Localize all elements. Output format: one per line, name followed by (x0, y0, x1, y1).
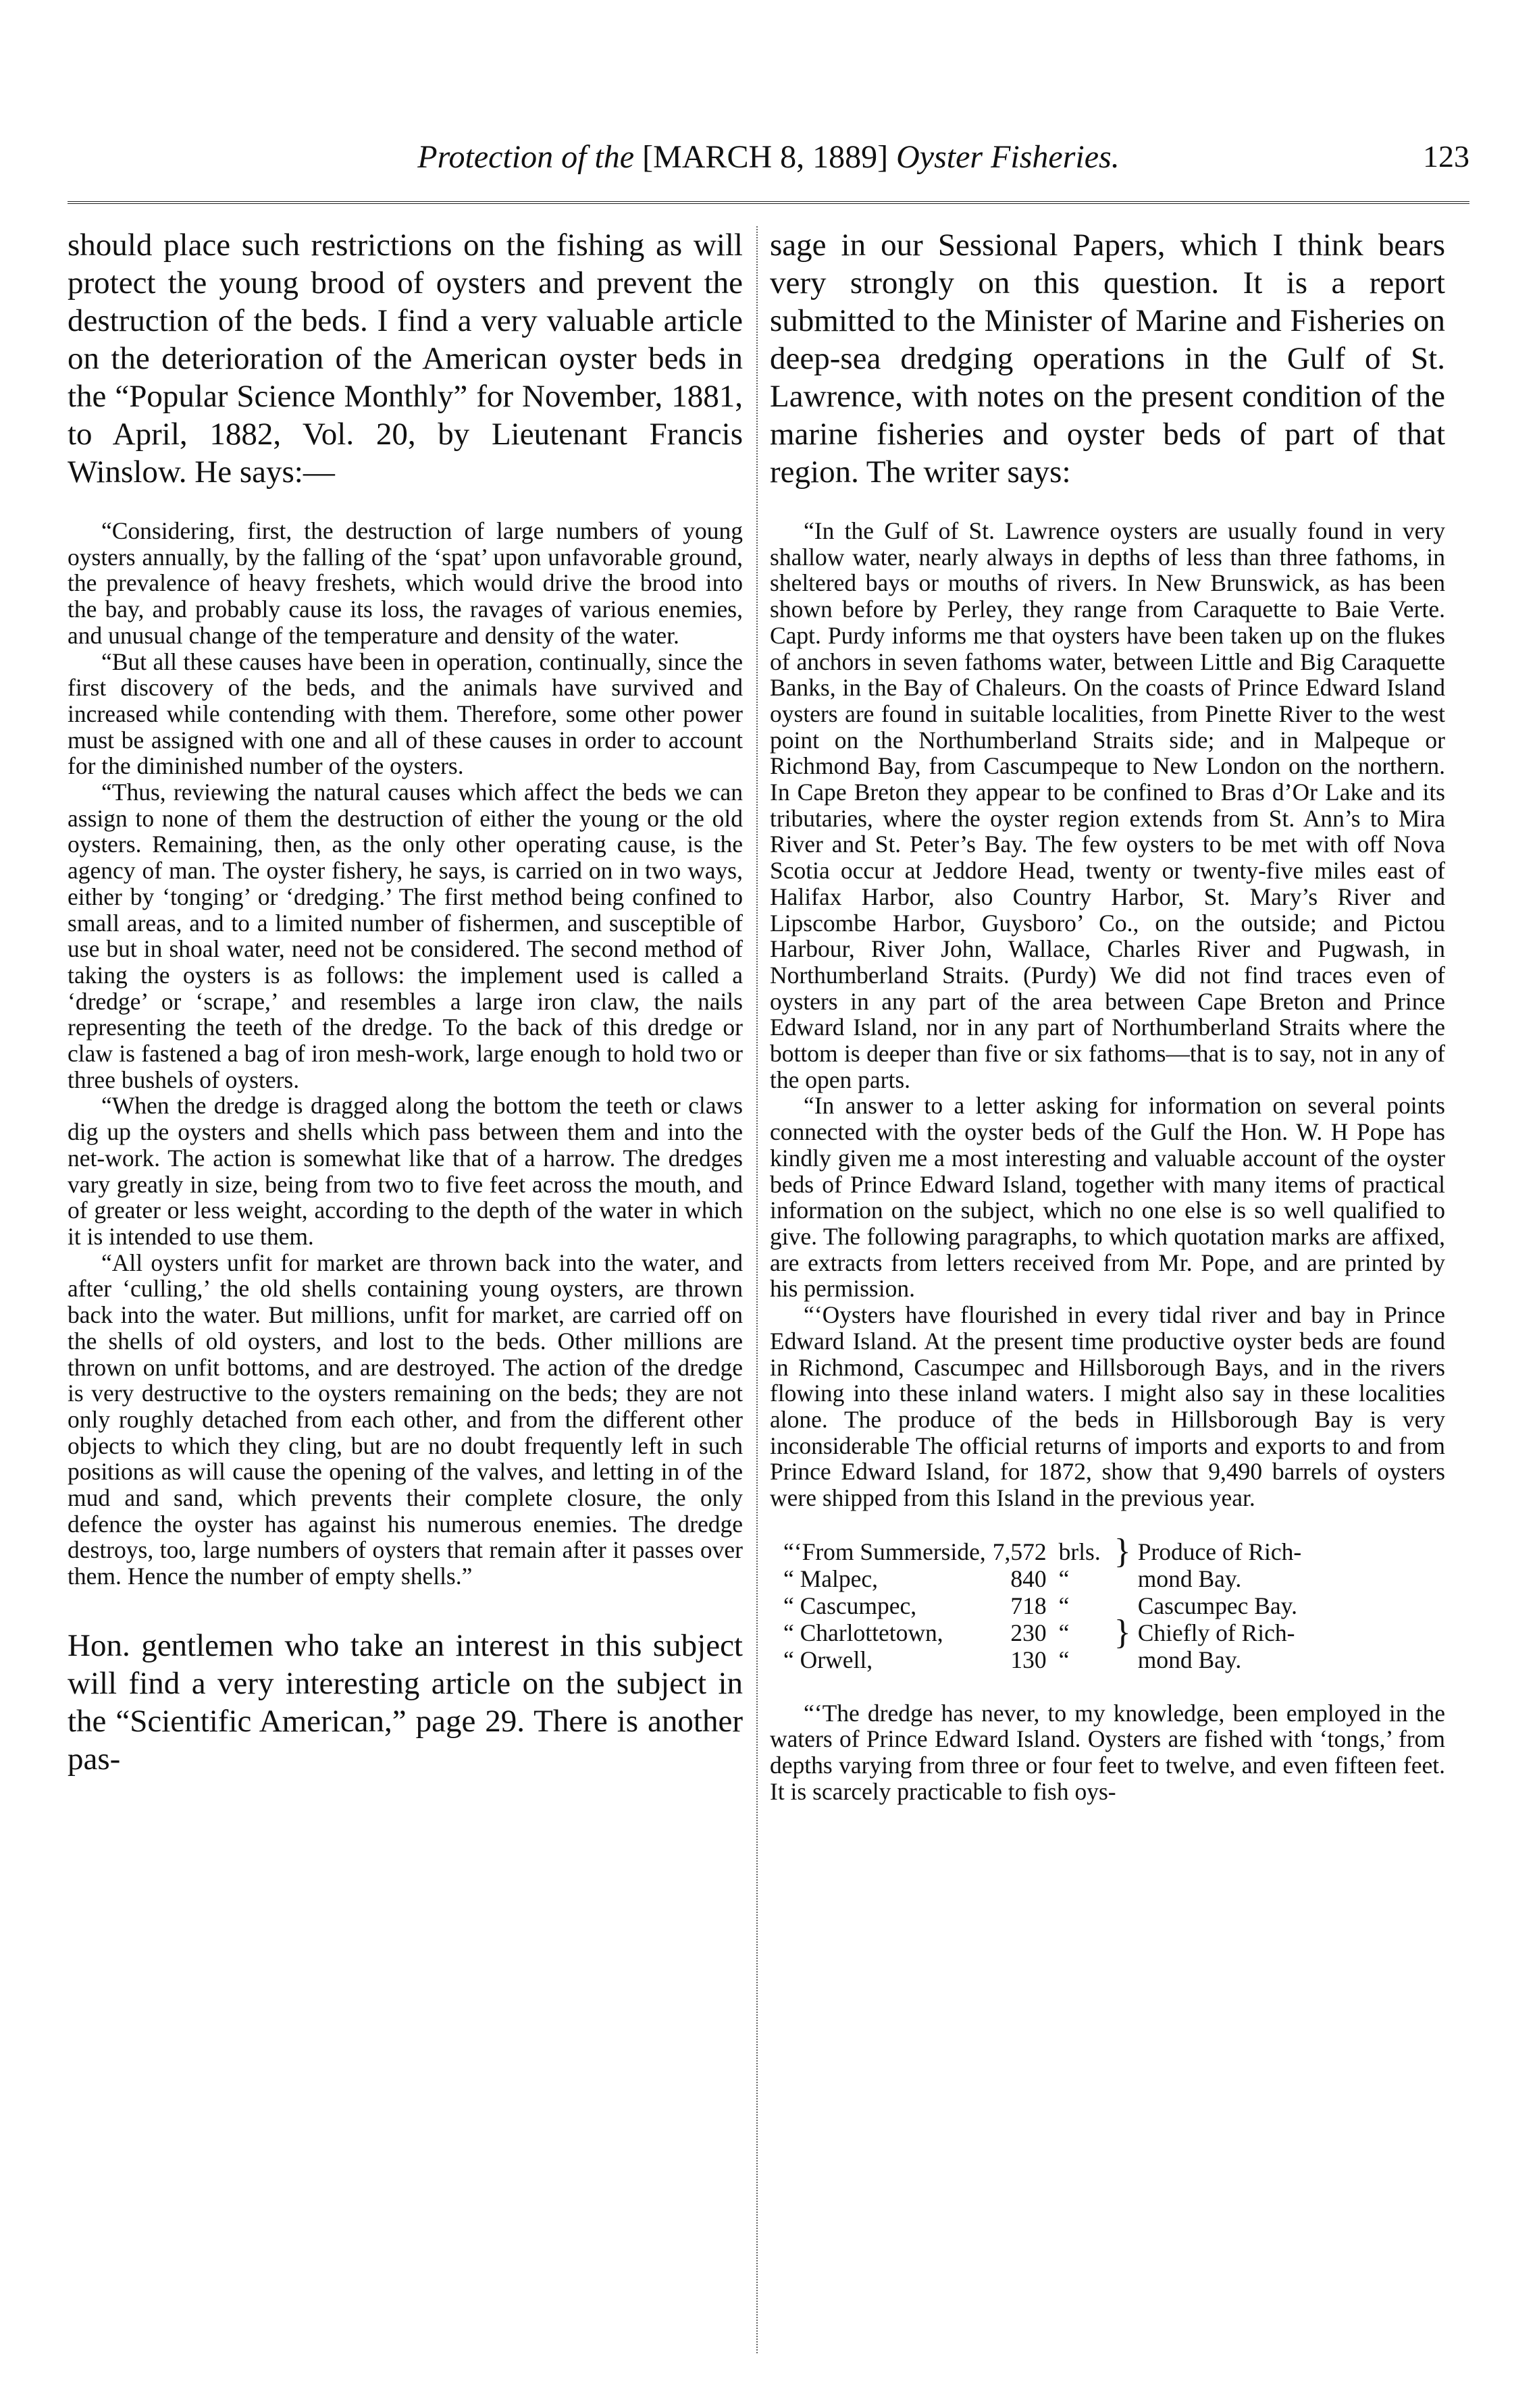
production-unit: “ (1058, 1592, 1070, 1619)
left-column (68, 226, 743, 1778)
production-unit: “ (1058, 1619, 1070, 1646)
header-left-italic: Protection of the (417, 139, 635, 175)
quote-paragraph: “When the dredge is dragged along the bottom the teeth or claws dig up the oysters and shells which pass between them and into the net-work. The action is somewhat like that of a harrow. The dredges vary greatly in size, being from two to five feet across the mouth, and of greater or less weight, according to the depth of the water in which it is intended to use them. (68, 1092, 743, 1250)
production-count: 840 (1010, 1565, 1047, 1592)
production-table (783, 1532, 1308, 1673)
header-right-italic: Oyster Fisheries. (896, 139, 1120, 175)
speech-paragraph: Hon. gentlemen who take an interest in this subject will find a very interesting article on the subject in the “Scientific American,” page 29. There is another pas- (68, 1627, 743, 1777)
production-note: Produce of Rich- (1137, 1538, 1302, 1565)
production-place: “ Malpec, (783, 1565, 878, 1592)
quote-paragraph: “In answer to a letter asking for information on several points connected with the oyster beds of the Gulf the Hon. W. H Pope has kindly given me a most interesting and valuable account of the oyster beds of Prince Edward Island, together with many items of practical information on the subject, which no one else is so well qualified to give. The following paragraphs, to which quotation marks are affixed, are extracts from letters received from Mr. Pope, and are printed by his permission. (770, 1092, 1445, 1303)
quote-paragraph: “Thus, reviewing the natural causes which affect the beds we can assign to none of them the destruction of either the young or the old oysters. Remaining, then, as the only other operating cause, is the agency of man. The oyster fishery, he says, is carried on in two ways, either by ‘tonging’ or ‘dredging.’ The first method being confined to small areas, and to a limited number of fishermen, and susceptible of use but in shoal water, need not be considered. The second method of taking the oysters is as follows: the implement used is called a ‘dredge’ or ‘scrape,’ and resembles a large iron claw, the nails representing the teeth of the dredge. To the back of this dredge or claw is fastened a bag of iron mesh-work, large enough to hold two or three bushels of oysters. (68, 779, 743, 1093)
quote-paragraph: “But all these causes have been in operation, continually, since the first discovery of the beds, and the animals have survived and increased while contending with them. Therefore, some other power must be assigned with one and all of these causes in order to account for the diminished number of the oysters. (68, 648, 743, 780)
production-place: “‘From Summerside, (783, 1538, 986, 1565)
production-row (783, 1646, 1308, 1673)
page-number: 123 (1423, 139, 1469, 174)
right-column (770, 226, 1445, 1805)
production-count: 7,572 (992, 1538, 1047, 1565)
production-row (783, 1565, 1308, 1592)
production-unit: “ (1058, 1565, 1070, 1592)
speech-paragraph: sage in our Sessional Papers, which I think bears very strongly on this question. It is a report submitted to the Minister of Marine and Fisheries on deep-sea dredging operations in the Gulf of St. Lawrence, with notes on the present condition of the marine fisheries and oyster beds of part of that region. The writer says: (770, 228, 1445, 490)
header-rule (68, 201, 1469, 204)
production-note: Cascumpec Bay. (1137, 1592, 1297, 1619)
running-header (68, 138, 1469, 186)
header-date: [MARCH 8, 1889] (642, 139, 889, 175)
production-row (783, 1592, 1308, 1619)
production-unit: “ (1058, 1646, 1070, 1673)
production-brace: } (1114, 1613, 1131, 1652)
production-note: mond Bay. (1137, 1565, 1242, 1592)
production-row (783, 1619, 1308, 1646)
quote-paragraph: “All oysters unfit for market are thrown back into the water, and after ‘culling,’ the old shells containing young oysters, are thrown back into the water. But millions, unfit for market, are carried off on the shells of old oysters, and lost to the beds. Other millions are thrown on unfit bottoms, and are destroyed. The action of the dredge is very destructive to the oysters remaining on the beds; they are not only roughly detached from each other, and from the different other objects to which they cling, but are no doubt frequently left in such positions as will cause the opening of the valves, and letting in of the mud and sand, which prevents their complete closure, the only defence the oyster has against his numerous enemies. The dredge destroys, too, large numbers of oysters that remain after it passes over them. Hence the number of empty shells.” (68, 1249, 743, 1590)
quote-paragraph: “‘The dredge has never, to my knowledge, been employed in the waters of Prince Edward Island. Oysters are fished with ‘tongs,’ from depths varying from three or four feet to twelve, and even fifteen feet. It is scarcely practicable to fish oys- (770, 1699, 1445, 1805)
quote-paragraph: “In the Gulf of St. Lawrence oysters are usually found in very shallow water, nearly always in depths of less than three fathoms, in sheltered bays or mouths of rivers. In New Brunswick, as has been shown before by Perley, they range from Caraquette to Baie Verte. Capt. Purdy informs me that oysters have been taken up on the flukes of anchors in seven fathoms water, between Little and Big Caraquette Banks, in the Bay of Chaleurs. On the coasts of Prince Edward Island oysters are found in suitable localities, from Pinette River to the west point on the Northumberland Straits side; and in Malpeque or Richmond Bay, from Cascumpeque to New London on the northern. In Cape Breton they appear to be confined to Bras d’Or Lake and its tributaries, where the oyster region extends from St. Ann’s to Mira River and St. Peter’s Bay. The few oysters to be met with off Nova Scotia occur at Jeddore Head, twenty or twenty-five miles east of Halifax Harbor, also Country Harbor, St. Mary’s River and Lipscombe Harbor, Guysboro’ Co., on the outside; and Pictou Harbour, River John, Wallace, Charles River and Pugwash, in Northumberland Straits. (Purdy) We did not find traces even of oysters in any part of the area between Cape Breton and Prince Edward Island, nor in any part of Northumberland Straits where the bottom is deeper than five or six fathoms—that is to say, not in any of the open parts. (770, 517, 1445, 1093)
production-brace: } (1114, 1532, 1131, 1571)
production-count: 230 (1010, 1619, 1047, 1646)
header-title (68, 138, 1469, 176)
speech-paragraph: should place such restrictions on the fishing as will protect the young brood of oysters and prevent the destruction of the beds. I find a very valuable article on the deterioration of the American oyster beds in the “Popular Science Monthly” for November, 1881, to April, 1882, Vol. 20, by Lieutenant Francis Winslow. He says:— (68, 228, 743, 490)
production-unit: brls. (1058, 1538, 1101, 1565)
quote-paragraph: “Considering, first, the destruction of large numbers of young oysters annually, by the falling of the ‘spat’ upon unfavorable ground, the prevalence of heavy freshets, which would drive the brood into the bay, and probably cause its loss, the ravages of various enemies, and unusual change of the temperature and density of the water. (68, 517, 743, 649)
production-place: “ Charlottetown, (783, 1619, 943, 1646)
production-count: 130 (1010, 1646, 1047, 1673)
quote-paragraph: “‘Oysters have flourished in every tidal river and bay in Prince Edward Island. At the present time productive oyster beds are found in Richmond, Cascumpec and Hillsborough Bays, and in the rivers flowing into these inland waters. I might also say in these localities alone. The produce of the beds in Hillsborough Bay is very inconsiderable The official returns of imports and exports to and from Prince Edward Island, for 1872, show that 9,490 barrels of oysters were shipped from this Island in the previous year. (770, 1301, 1445, 1512)
production-note: Chiefly of Rich- (1137, 1619, 1295, 1646)
production-row (783, 1538, 1308, 1565)
production-note: mond Bay. (1137, 1646, 1242, 1673)
column-divider (756, 226, 758, 2353)
production-place: “ Orwell, (783, 1646, 873, 1673)
production-count: 718 (1010, 1592, 1047, 1619)
production-place: “ Cascumpec, (783, 1592, 917, 1619)
